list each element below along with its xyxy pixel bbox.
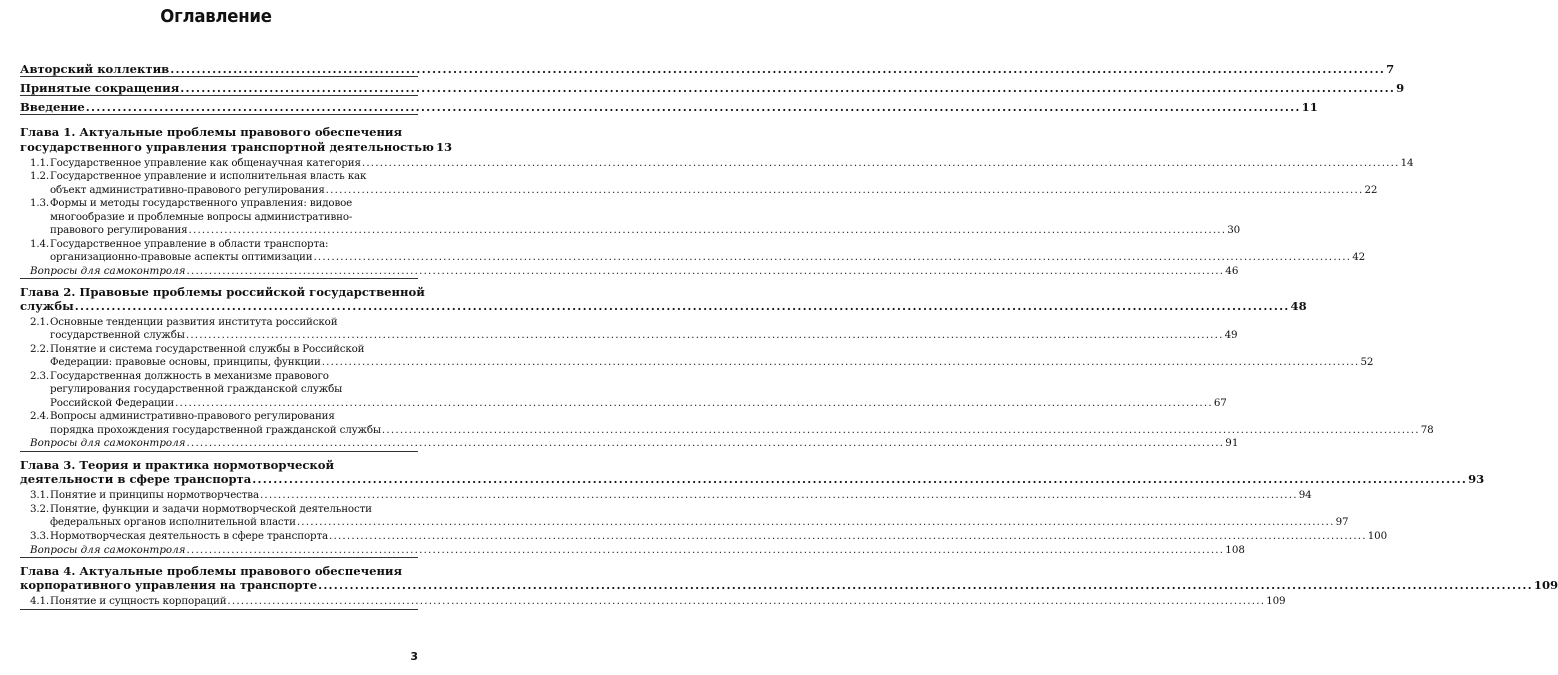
toc-leader-row bbox=[30, 264, 1239, 278]
toc-text-line: Государственное управление в области транспорта: bbox=[50, 237, 329, 250]
toc-page-number: 49 bbox=[1224, 329, 1238, 342]
toc-entry-text: Понятие и принципы нормотворчества bbox=[50, 489, 259, 502]
toc-entry-text: правового регулирования bbox=[50, 223, 188, 236]
toc-entry-text: службы bbox=[20, 299, 74, 314]
divider bbox=[20, 95, 418, 96]
toc-entry-text: Государственное управление как общенаучная категория bbox=[50, 156, 361, 169]
toc-text-line: Основные тенденции развития института российской bbox=[50, 316, 338, 329]
dot-leader bbox=[170, 62, 1385, 76]
section-number: 2.3. bbox=[30, 370, 50, 383]
toc-leader-row bbox=[50, 250, 1366, 264]
toc-leader-row bbox=[50, 156, 1414, 170]
dot-leader bbox=[382, 423, 1420, 437]
toc-page-number: 46 bbox=[1225, 264, 1239, 277]
toc-entry-text: Вопросы для самоконтроля bbox=[30, 264, 186, 277]
toc-page-number: 100 bbox=[1367, 529, 1387, 542]
toc-entry-text: федеральных органов исполнительной власти bbox=[50, 516, 296, 529]
toc-leader-row bbox=[50, 515, 1349, 529]
toc-page-number: 109 bbox=[1266, 595, 1286, 608]
section-number: 2.1. bbox=[30, 316, 50, 329]
dot-leader bbox=[187, 264, 1225, 278]
toc-text-line: Государственная должность в механизме правового bbox=[50, 370, 329, 383]
toc-text-line: Государственное управление и исполнительная власть как bbox=[50, 170, 367, 183]
toc-text-line: Вопросы административно-правового регулирования bbox=[50, 410, 335, 423]
section-number: 3.2. bbox=[30, 502, 50, 515]
dot-leader bbox=[187, 436, 1225, 450]
toc-page-number: 14 bbox=[1400, 156, 1414, 169]
section-number: 1.1. bbox=[30, 156, 50, 169]
section-number: 4.1. bbox=[30, 595, 50, 608]
toc-entry-text: Вопросы для самоконтроля bbox=[30, 543, 186, 556]
toc-leader-row bbox=[50, 396, 1227, 410]
dot-leader bbox=[318, 578, 1533, 592]
toc-text-line: Глава 4. Актуальные проблемы правового обеспечения bbox=[20, 563, 403, 578]
dot-leader bbox=[362, 156, 1400, 170]
dot-leader bbox=[260, 488, 1298, 502]
divider bbox=[20, 451, 418, 452]
toc-entry-text: объект административно-правового регулирования bbox=[50, 183, 325, 196]
divider bbox=[20, 609, 418, 610]
toc-text-line: Понятие и система государственной службы в Российской bbox=[50, 343, 365, 356]
toc-leader-row bbox=[50, 594, 1286, 608]
toc-text-line: Понятие, функции и задачи нормотворческой деятельности bbox=[50, 502, 372, 515]
toc-leader-row bbox=[30, 543, 1245, 557]
toc-entry-text: государственного управления транспортной деятельностью bbox=[20, 139, 434, 154]
divider bbox=[20, 114, 418, 115]
toc-leader-row bbox=[50, 183, 1378, 197]
toc-text-line: многообразие и проблемные вопросы административно- bbox=[50, 210, 353, 223]
toc-page-number: 93 bbox=[1468, 472, 1485, 487]
toc-text-line: Глава 1. Актуальные проблемы правового обеспечения bbox=[20, 125, 403, 139]
toc-page-number: 22 bbox=[1364, 183, 1378, 196]
toc-entry-text: деятельности в сфере транспорта bbox=[20, 472, 252, 487]
dot-leader bbox=[313, 250, 1351, 264]
toc-page-number: 52 bbox=[1360, 356, 1374, 369]
toc-entry-text: Авторский коллектив bbox=[20, 62, 170, 76]
section-number: 2.2. bbox=[30, 343, 50, 356]
dot-leader bbox=[227, 594, 1265, 608]
dot-leader bbox=[252, 472, 1467, 486]
toc-page-number: 48 bbox=[1290, 299, 1307, 314]
dot-leader bbox=[189, 223, 1227, 237]
toc-page-number: 11 bbox=[1301, 100, 1318, 114]
toc-page-number: 78 bbox=[1420, 423, 1434, 436]
section-number: 1.2. bbox=[30, 170, 50, 183]
toc-entry-text: Вопросы для самоконтроля bbox=[30, 437, 186, 450]
toc-leader-row bbox=[50, 223, 1241, 237]
dot-leader bbox=[86, 100, 1301, 114]
toc-entry-text: Принятые сокращения bbox=[20, 81, 180, 95]
toc-page-number: 91 bbox=[1225, 437, 1239, 450]
page-title: Оглавление bbox=[160, 6, 272, 27]
toc-leader-row bbox=[30, 436, 1239, 450]
section-number: 3.1. bbox=[30, 489, 50, 502]
toc-leader-row bbox=[20, 62, 1395, 76]
dot-leader bbox=[322, 355, 1360, 369]
divider bbox=[20, 557, 418, 558]
section-number: 1.4. bbox=[30, 237, 50, 250]
section-number: 3.3. bbox=[30, 529, 50, 542]
toc-leader-row bbox=[20, 81, 1405, 95]
toc-leader-row bbox=[50, 423, 1434, 437]
toc-text-line: Формы и методы государственного управления: видовое bbox=[50, 197, 353, 210]
toc-text-line: Глава 2. Правовые проблемы российской государственной bbox=[20, 284, 425, 299]
toc-page-number: 94 bbox=[1298, 489, 1312, 502]
page-number: 3 bbox=[410, 650, 418, 663]
dot-leader bbox=[329, 529, 1367, 543]
toc-text-line: Глава 3. Теория и практика нормотворческой bbox=[20, 457, 335, 472]
toc-page-number: 42 bbox=[1352, 250, 1366, 263]
toc-leader-row bbox=[50, 488, 1312, 502]
toc-page-number: 67 bbox=[1213, 396, 1227, 409]
toc-leader-row bbox=[20, 472, 1485, 487]
dot-leader bbox=[175, 396, 1213, 410]
toc-leader-row bbox=[50, 529, 1387, 543]
toc-leader-row bbox=[50, 328, 1238, 342]
toc-leader-row bbox=[20, 139, 453, 154]
section-number: 1.3. bbox=[30, 197, 50, 210]
toc-leader-row bbox=[20, 578, 1558, 593]
toc-entry-text: Российской Федерации bbox=[50, 396, 175, 409]
dot-leader bbox=[180, 81, 1395, 95]
toc-page-number: 13 bbox=[435, 139, 453, 154]
toc-page-number: 108 bbox=[1225, 543, 1245, 556]
divider bbox=[20, 278, 418, 279]
toc-entry-text: государственной службы bbox=[50, 329, 185, 342]
dot-leader bbox=[187, 543, 1225, 557]
toc-entry-text: Нормотворческая деятельность в сфере транспорта bbox=[50, 529, 328, 542]
dot-leader bbox=[75, 299, 1290, 313]
toc-entry-text: порядка прохождения государственной гражданской службы bbox=[50, 423, 381, 436]
toc-page-number: 97 bbox=[1335, 516, 1349, 529]
dot-leader bbox=[186, 328, 1224, 342]
toc-page-number: 7 bbox=[1386, 62, 1395, 76]
dot-leader bbox=[326, 183, 1364, 197]
toc-leader-row bbox=[20, 299, 1307, 314]
toc-entry-text: Введение bbox=[20, 100, 85, 114]
divider bbox=[20, 76, 418, 77]
toc-entry-text: организационно-правовые аспекты оптимизации bbox=[50, 250, 313, 263]
toc-text-line: регулирования государственной гражданской службы bbox=[50, 383, 343, 396]
toc-page-number: 9 bbox=[1396, 81, 1405, 95]
section-number: 2.4. bbox=[30, 410, 50, 423]
toc-page-number: 109 bbox=[1533, 578, 1558, 593]
toc-entry-text: корпоративного управления на транспорте bbox=[20, 578, 318, 593]
toc-leader-row bbox=[50, 355, 1374, 369]
dot-leader bbox=[297, 515, 1335, 529]
toc-page-number: 30 bbox=[1227, 223, 1241, 236]
toc-entry-text: Понятие и сущность корпораций bbox=[50, 595, 227, 608]
toc-leader-row bbox=[20, 100, 1318, 114]
toc-entry-text: Федерации: правовые основы, принципы, функции bbox=[50, 356, 321, 369]
